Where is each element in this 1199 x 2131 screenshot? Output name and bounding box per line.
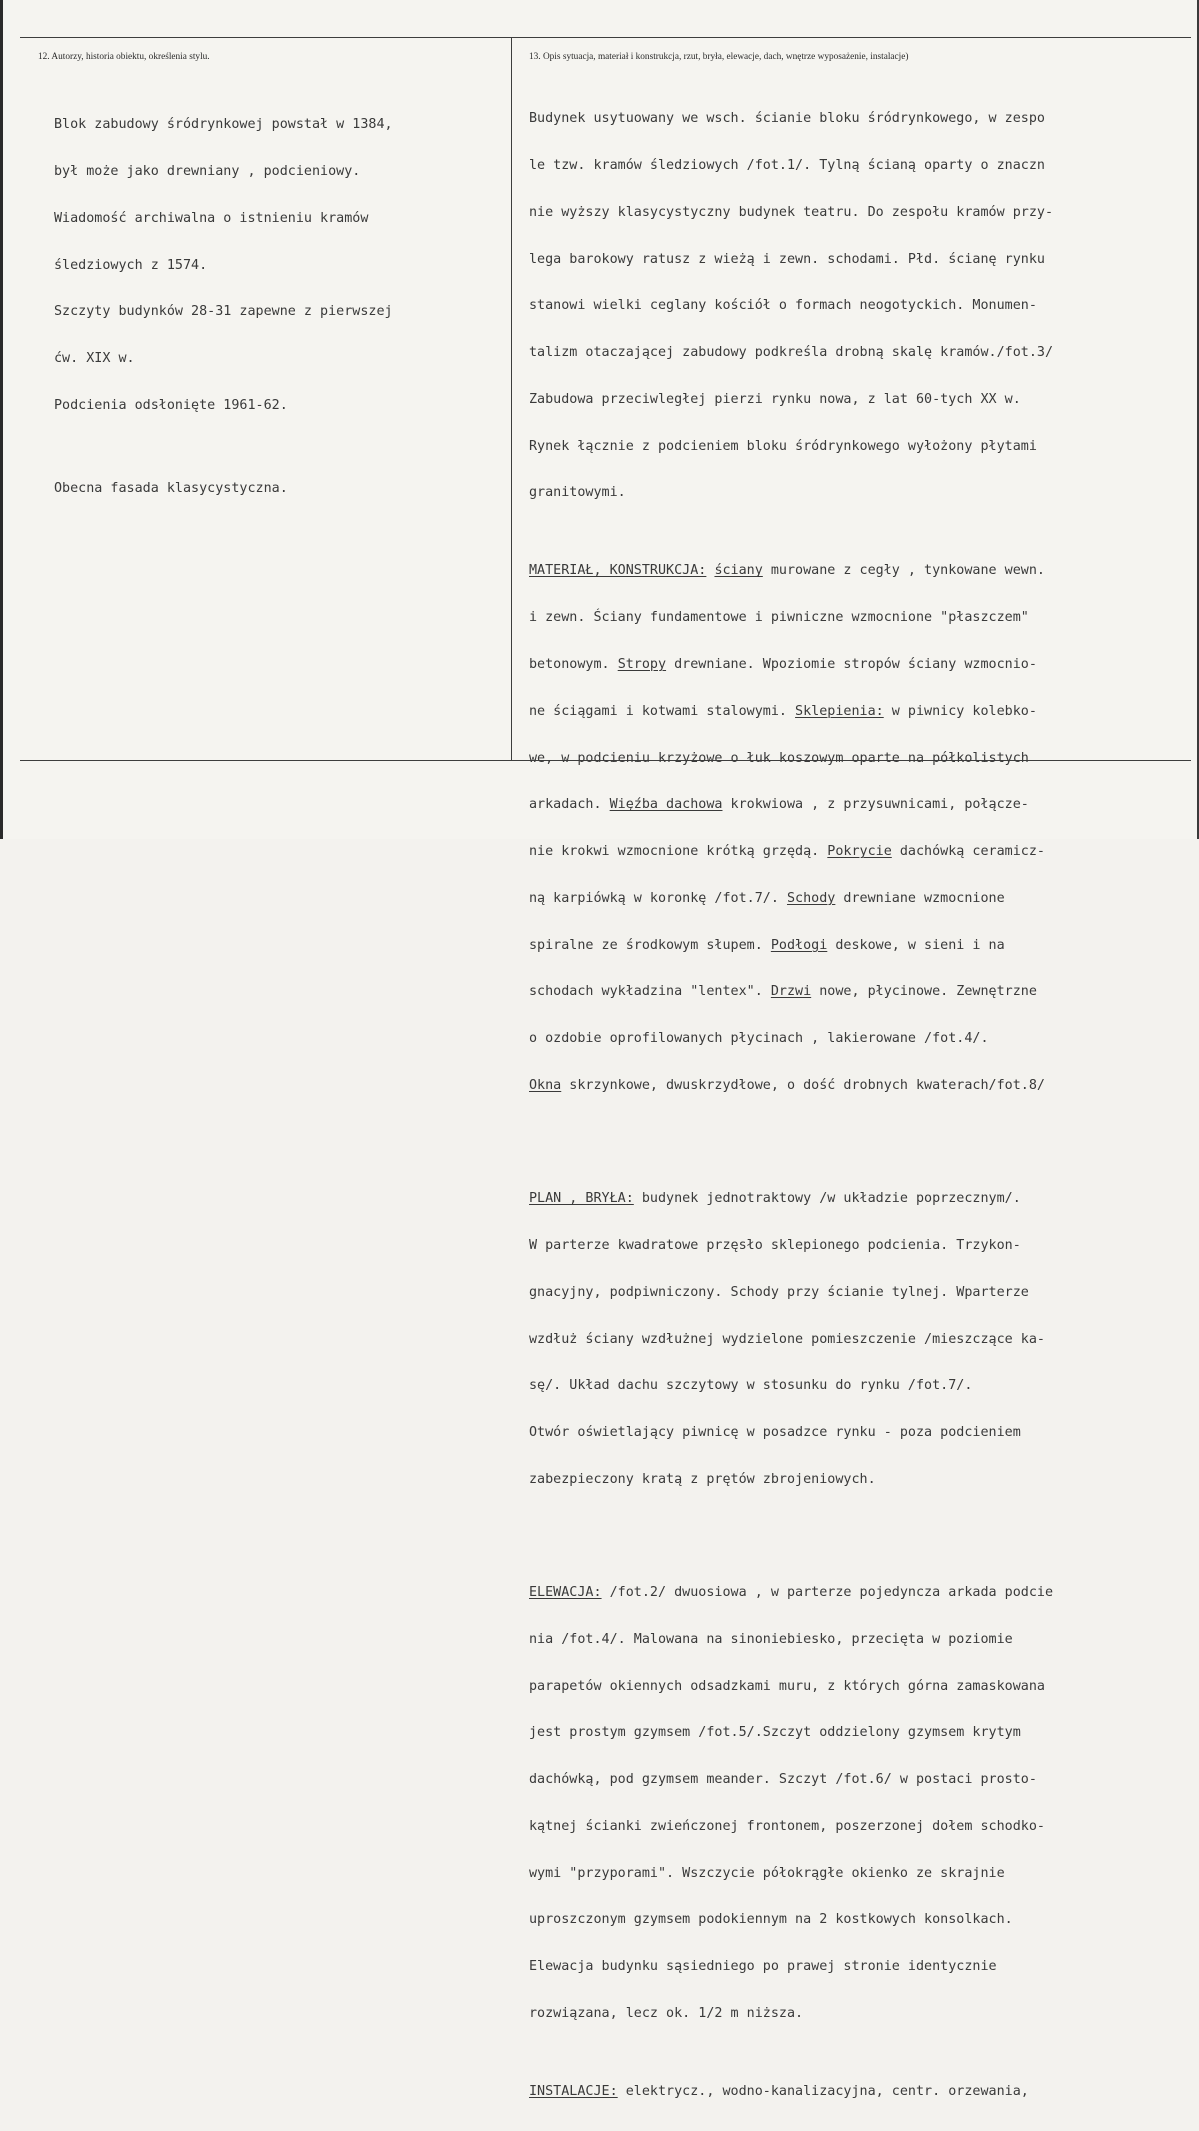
material-line: schodach wykładzina "lentex". Drzwi nowe, płycinowe. Zewnętrzne bbox=[529, 984, 1037, 1000]
history-line: śledziowych z 1574. bbox=[54, 257, 208, 273]
material-line: spiralne ze środkowym słupem. Podłogi deskowe, w sieni i na bbox=[529, 937, 1005, 953]
material-line: ne ściągami i kotwami stalowymi. Sklepienia: w piwnicy kolebko- bbox=[529, 703, 1037, 719]
scan-edge-left bbox=[0, 0, 3, 839]
elevation-line: uproszczonym gzymsem podokiennym na 2 kostkowych konsolkach. bbox=[529, 1912, 1013, 1928]
situation-line: Budynek usytuowany we wsch. ścianie bloku śródrynkowego, w zespo bbox=[529, 111, 1045, 127]
situation-line: le tzw. kramów śledziowych /fot.1/. Tylną ścianą oparty o znaczn bbox=[529, 157, 1045, 173]
plan-line: zabezpieczony kratą z prętów zbrojeniowych. bbox=[529, 1471, 876, 1487]
material-line: ną karpiówką w koronkę /fot.7/. Schody drewniane wzmocnione bbox=[529, 890, 1005, 906]
material-line: i zewn. Ściany fundamentowe i piwniczne wzmocnione "płaszczem" bbox=[529, 610, 1029, 626]
material-line: Okna skrzynkowe, dwuskrzydłowe, o dość drobnych kwaterach/fot.8/ bbox=[529, 1078, 1045, 1093]
plan-line: W parterze kwadratowe przęsło sklepionego podcienia. Trzykon- bbox=[529, 1237, 1021, 1253]
description-text bbox=[529, 80, 1053, 2131]
situation-line: Zabudowa przeciwległej pierzi rynku nowa, z lat 60-tych XX w. bbox=[529, 391, 1021, 407]
elevation-line: kątnej ścianki zwieńczonej frontonem, poszerzonej dołem schodko- bbox=[529, 1818, 1045, 1834]
installations-label: INSTALACJE: bbox=[529, 2084, 618, 2099]
history-line: Szczyty budynków 28-31 zapewne z pierwszej bbox=[54, 304, 393, 320]
windows-term: Okna bbox=[529, 1078, 562, 1093]
vaults-term: Sklepienia: bbox=[795, 703, 884, 719]
plan-label: PLAN , BRYŁA: bbox=[529, 1191, 634, 1207]
material-line: o ozdobie oprofilowanych płycinach , lakierowane /fot.4/. bbox=[529, 1031, 989, 1047]
plan-line: sę/. Układ dachu szczytowy w stosunku do rynku /fot.7/. bbox=[529, 1378, 973, 1394]
history-text bbox=[54, 86, 393, 528]
material-line: nie krokwi wzmocnione krótką grzędą. Pokrycie dachówką ceramicz- bbox=[529, 844, 1045, 860]
ceilings-term: Stropy bbox=[617, 656, 667, 672]
situation-line: nie wyższy klasycystyczny budynek teatru. Do zespołu kramów przy- bbox=[529, 204, 1054, 220]
history-line: był może jako drewniany , podcieniowy. bbox=[54, 163, 361, 179]
section-12-heading: 12. Autorzy, historia obiektu, określenia stylu. bbox=[38, 52, 210, 62]
elevation-line: Elewacja budynku sąsiedniego po prawej stronie identycznie bbox=[529, 1959, 997, 1975]
material-line: we, w podcieniu krzyżowe o łuk koszowym oparte na półkolistych bbox=[529, 750, 1029, 766]
material-label: MATERIAŁ, KONSTRUKCJA: bbox=[529, 563, 707, 579]
plan-line: gnacyjny, podpiwniczony. Schody przy ścianie tylnej. Wparterze bbox=[529, 1284, 1029, 1300]
situation-line: granitowymi. bbox=[529, 485, 626, 501]
section-13-heading: 13. Opis sytuacja, materiał i konstrukcja, rzut, bryła, elewacje, dach, wnętrze wyposażenie, instalacje) bbox=[529, 52, 909, 62]
elevation-line: parapetów okiennych odsadzkami muru, z których górna zamaskowana bbox=[529, 1678, 1045, 1694]
plan-line: Otwór oświetlający piwnicę w posadzce rynku - poza podcieniem bbox=[529, 1425, 1021, 1441]
situation-line: talizm otaczającej zabudowy podkreśla drobną skalę kramów./fot.3/ bbox=[529, 345, 1054, 361]
plan-line: wzdłuż ściany wzdłużnej wydzielone pomieszczenie /mieszczące ka- bbox=[529, 1331, 1045, 1347]
walls-term: ściany bbox=[714, 563, 763, 579]
history-line: Obecna fasada klasycystyczna. bbox=[54, 480, 288, 496]
column-divider bbox=[511, 37, 512, 760]
material-line: MATERIAŁ, KONSTRUKCJA: ściany murowane z cegły , tynkowane wewn. bbox=[529, 563, 1045, 579]
roofing-term: Pokrycie bbox=[827, 844, 892, 860]
top-rule bbox=[20, 37, 1191, 38]
situation-line: Rynek łącznie z podcieniem bloku śródrynkowego wyłożony płytami bbox=[529, 438, 1037, 454]
stairs-term: Schody bbox=[786, 890, 836, 906]
doors-term: Drzwi bbox=[770, 984, 812, 1000]
elevation-line: rozwiązana, lecz ok. 1/2 m niższa. bbox=[529, 2006, 804, 2022]
history-line: Blok zabudowy śródrynkowej powstał w 1384, bbox=[54, 117, 393, 133]
elevation-line: wymi "przyporami". Wszczycie półokrągłe okienko ze skrajnie bbox=[529, 1865, 1005, 1881]
elevation-line: jest prostym gzymsem /fot.5/.Szczyt oddzielony gzymsem krytym bbox=[529, 1725, 1021, 1741]
history-line: Podcienia odsłonięte 1961-62. bbox=[54, 397, 288, 413]
elevation-label: ELEWACJA: bbox=[529, 1585, 602, 1600]
elevation-line: nia /fot.4/. Malowana na sinoniebiesko, przecięta w poziomie bbox=[529, 1631, 1013, 1647]
floors-term: Podłogi bbox=[770, 937, 828, 953]
truss-term: Więźba dachowa bbox=[609, 797, 723, 813]
material-line: arkadach. Więźba dachowa krokwiowa , z przysuwnicami, połącze- bbox=[529, 797, 1029, 813]
history-line: Wiadomość archiwalna o istnieniu kramów bbox=[54, 210, 369, 226]
material-line: betonowym. Stropy drewniane. Wpoziomie stropów ściany wzmocnio- bbox=[529, 656, 1037, 672]
elevation-line: ELEWACJA: /fot.2/ dwuosiowa , w parterze pojedyncza arkada podcie bbox=[529, 1585, 1054, 1600]
installations-line: INSTALACJE: elektrycz., wodno-kanalizacyjna, centr. orzewania, bbox=[529, 2084, 1029, 2099]
history-line: ćw. XIX w. bbox=[54, 351, 135, 367]
plan-line: PLAN , BRYŁA: budynek jednotraktowy /w układzie poprzecznym/. bbox=[529, 1191, 1021, 1207]
elevation-line: dachówką, pod gzymsem meander. Szczyt /fot.6/ w postaci prosto- bbox=[529, 1772, 1037, 1788]
situation-line: stanowi wielki ceglany kościół o formach neogotyckich. Monumen- bbox=[529, 298, 1037, 314]
situation-line: lega barokowy ratusz z wieżą i zewn. schodami. Płd. ścianę rynku bbox=[529, 251, 1045, 267]
